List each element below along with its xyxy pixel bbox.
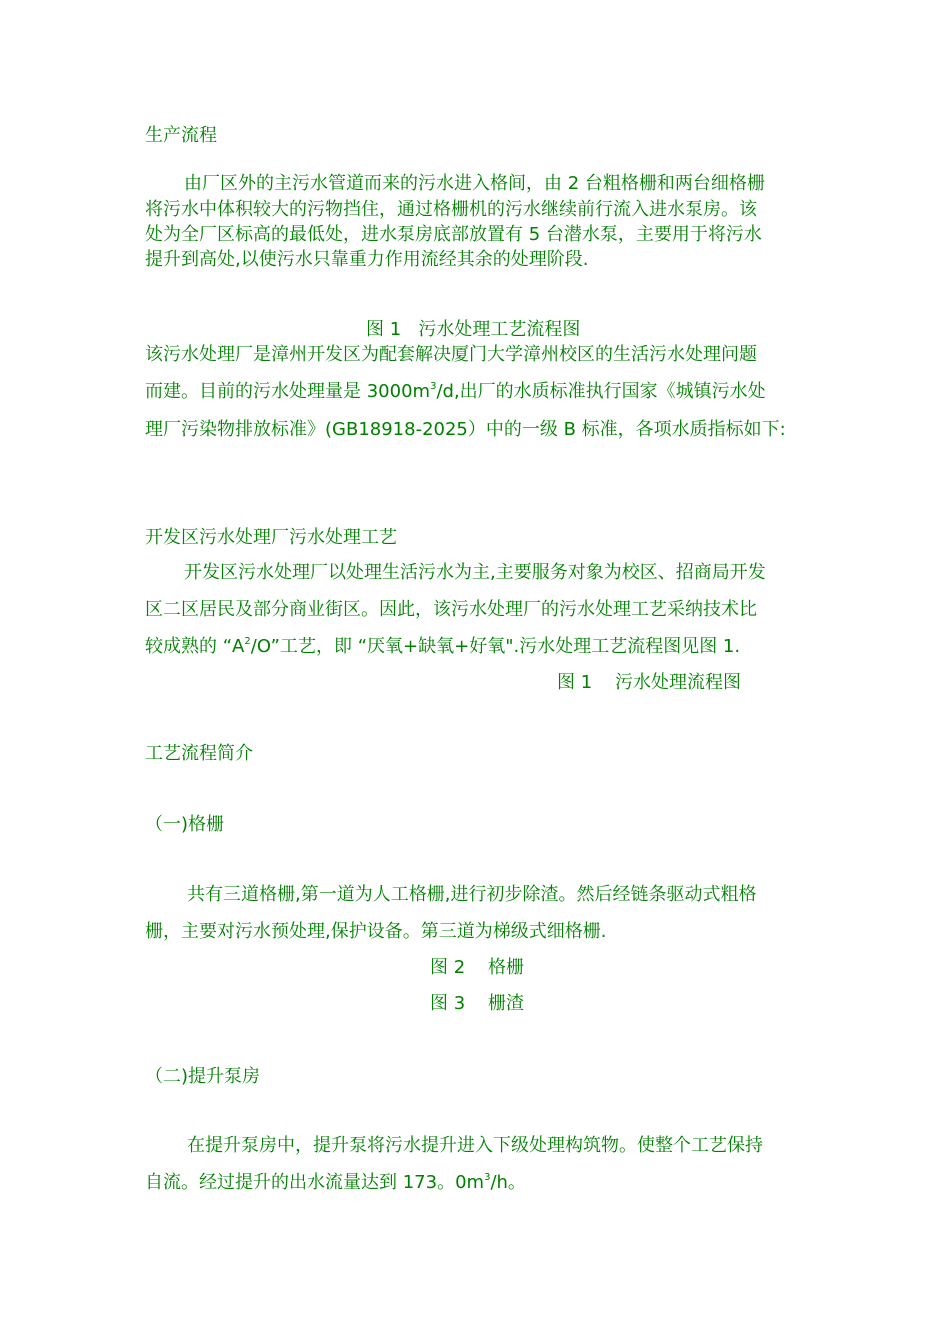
intro-text: 而建。目前的污水处理量是 3000m <box>145 381 431 402</box>
figure-caption: 图 1 污水处理流程图 <box>557 672 742 693</box>
superscript: 3 <box>430 381 437 392</box>
superscript: 2 <box>244 636 251 647</box>
intro-text: /d,出厂的水质标准执行国家《城镇污水处 <box>436 381 766 402</box>
paragraph-line: 将污水中体积较大的污物挡住，通过格栅机的污水继续前行流入进水泵房。该 <box>145 199 757 220</box>
paragraph-line <box>145 1171 526 1195</box>
paragraph-line: 共有三道格栅,第一道为人工格栅,进行初步除渣。然后经链条驱动式粗格 <box>187 884 757 905</box>
paragraph-line: 开发区污水处理厂以处理生活污水为主,主要服务对象为校区、招商局开发 <box>184 562 766 583</box>
subsection-heading-grille: （一)格栅 <box>145 814 225 835</box>
figure-caption: 图 1 污水处理工艺流程图 <box>366 319 581 340</box>
section-heading-overview: 工艺流程简介 <box>145 743 253 764</box>
paragraph-text: /O”工艺，即 “厌氧+缺氧+好氧".污水处理工艺流程图见图 1. <box>250 636 741 657</box>
section-heading-process: 开发区污水处理厂污水处理工艺 <box>145 527 397 548</box>
superscript: 3 <box>484 1172 491 1183</box>
intro-line <box>145 380 766 404</box>
intro-line: 该污水处理厂是漳州开发区为配套解决厦门大学漳州校区的生活污水处理问题 <box>145 344 757 365</box>
paragraph-line: 由厂区外的主污水管道而来的污水进入格间，由 2 台粗格栅和两台细格栅 <box>184 173 765 194</box>
paragraph-line: 提升到高处,以使污水只靠重力作用流经其余的处理阶段. <box>145 249 589 270</box>
paragraph-text: /h。 <box>490 1172 526 1193</box>
section-heading-production: 生产流程 <box>145 125 217 146</box>
paragraph-line: 在提升泵房中，提升泵将污水提升进入下级处理构筑物。使整个工艺保持 <box>187 1135 763 1156</box>
subsection-heading-pump-room: （二)提升泵房 <box>145 1066 261 1087</box>
paragraph-line: 栅，主要对污水预处理,保护设备。第三道为梯级式细格栅. <box>145 921 607 942</box>
paragraph-text: 较成熟的 “A <box>145 636 245 657</box>
paragraph-text: 自流。经过提升的出水流量达到 173。0m <box>145 1172 485 1193</box>
figure-caption: 图 2 格栅 <box>430 957 525 978</box>
paragraph-line: 区二区居民及部分商业街区。因此，该污水处理厂的污水处理工艺采纳技术比 <box>145 599 757 620</box>
intro-line: 理厂污染物排放标准》(GB18918-2025）中的一级 B 标准，各项水质指标如下: <box>145 419 786 440</box>
paragraph-line: 处为全厂区标高的最低处，进水泵房底部放置有 5 台潜水泵，主要用于将污水 <box>145 224 762 245</box>
figure-caption: 图 3 栅渣 <box>430 993 525 1014</box>
paragraph-line <box>145 635 740 659</box>
